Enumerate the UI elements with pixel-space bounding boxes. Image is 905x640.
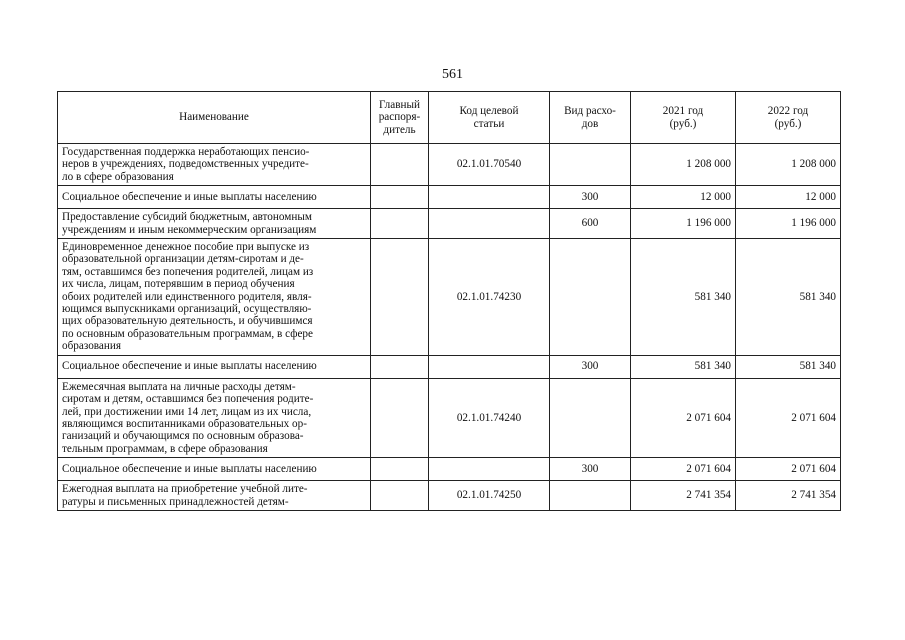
row-type	[550, 144, 631, 186]
row-2021: 1 196 000	[631, 209, 736, 239]
budget-table	[57, 91, 841, 511]
table-row	[58, 144, 841, 186]
row-code: 02.1.01.74230	[429, 239, 550, 356]
table-row	[58, 458, 841, 481]
row-2022: 2 071 604	[736, 378, 841, 457]
header-2021: 2021 год (руб.)	[631, 92, 736, 144]
table-row	[58, 239, 841, 356]
header-manager: Главный распоря- дитель	[371, 92, 429, 144]
row-code	[429, 458, 550, 481]
row-name: Социальное обеспечение и иные выплаты населению	[58, 186, 371, 209]
row-manager	[371, 186, 429, 209]
row-manager	[371, 144, 429, 186]
row-name: Ежемесячная выплата на личные расходы детям- сиротам и детям, оставшимся без попечения родите- лей, при достижении ими 14 лет, лицам из их числа, являющимся воспитанниками образовательных ор- ганизаций и обучающимся по основным образова- тельным программам, в сфере образования	[58, 378, 371, 457]
row-2021: 1 208 000	[631, 144, 736, 186]
row-name: Государственная поддержка неработающих пенсио- неров в учреждениях, подведомственных учредите- ло в сфере образования	[58, 144, 371, 186]
header-2022: 2022 год (руб.)	[736, 92, 841, 144]
row-type	[550, 239, 631, 356]
row-name: Социальное обеспечение и иные выплаты населению	[58, 355, 371, 378]
table-row	[58, 378, 841, 457]
row-type: 300	[550, 355, 631, 378]
row-manager	[371, 239, 429, 356]
row-2021: 2 071 604	[631, 378, 736, 457]
row-2022: 581 340	[736, 239, 841, 356]
row-name: Социальное обеспечение и иные выплаты населению	[58, 458, 371, 481]
row-2021: 2 071 604	[631, 458, 736, 481]
page-number: 561	[442, 67, 463, 82]
table-row	[58, 186, 841, 209]
row-code	[429, 355, 550, 378]
row-2022: 1 208 000	[736, 144, 841, 186]
row-name: Предоставление субсидий бюджетным, автономным учреждениям и иным некоммерческим организациям	[58, 209, 371, 239]
row-code: 02.1.01.74240	[429, 378, 550, 457]
row-code	[429, 186, 550, 209]
row-2022: 2 741 354	[736, 481, 841, 511]
row-type	[550, 378, 631, 457]
row-2021: 581 340	[631, 239, 736, 356]
row-2021: 581 340	[631, 355, 736, 378]
row-name: Единовременное денежное пособие при выпуске из образовательной организации детям-сиротам и де- тям, оставшимся без попечения родителей, лицам из их числа, лицам, потерявшим в период обучения обоих родителей или единственного родителя, явля- ющимся выпускниками организаций, осуществляю- щих образовательную деятельность, и обучившимся по основным образовательным программам, в сфере образования	[58, 239, 371, 356]
row-type: 300	[550, 458, 631, 481]
row-type: 300	[550, 186, 631, 209]
row-type: 600	[550, 209, 631, 239]
table-row	[58, 209, 841, 239]
row-name: Ежегодная выплата на приобретение учебной лите- ратуры и письменных принадлежностей детям-	[58, 481, 371, 511]
row-2022: 1 196 000	[736, 209, 841, 239]
row-manager	[371, 209, 429, 239]
row-2021: 2 741 354	[631, 481, 736, 511]
header-type: Вид расхо- дов	[550, 92, 631, 144]
row-manager	[371, 458, 429, 481]
row-type	[550, 481, 631, 511]
table-header-row	[58, 92, 841, 144]
table-row	[58, 355, 841, 378]
row-manager	[371, 355, 429, 378]
row-2022: 2 071 604	[736, 458, 841, 481]
row-code: 02.1.01.70540	[429, 144, 550, 186]
row-code: 02.1.01.74250	[429, 481, 550, 511]
row-2022: 581 340	[736, 355, 841, 378]
header-code: Код целевой статьи	[429, 92, 550, 144]
row-manager	[371, 378, 429, 457]
row-manager	[371, 481, 429, 511]
row-2021: 12 000	[631, 186, 736, 209]
row-code	[429, 209, 550, 239]
header-name: Наименование	[58, 92, 371, 144]
table-row	[58, 481, 841, 511]
row-2022: 12 000	[736, 186, 841, 209]
